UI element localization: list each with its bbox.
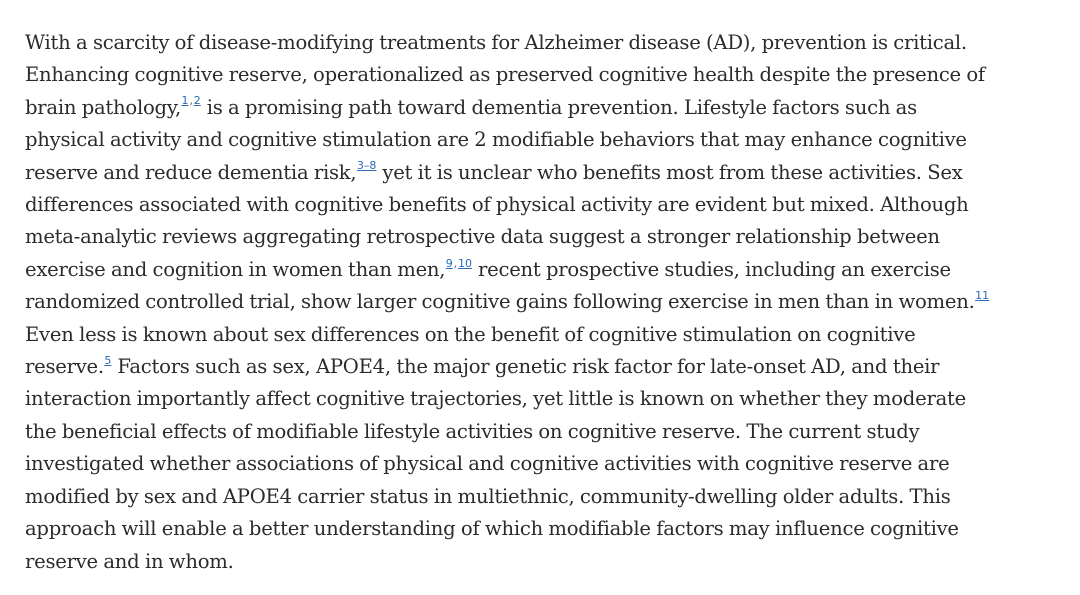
text-line-14: investigated whether associations of physical and cognitive activities with cognitive reserve are [25,452,950,476]
citation-separator: , [189,94,193,108]
article-paragraph [25,27,1065,578]
text-segment: Factors such as sex, APOE4, the major genetic risk factor for late-onset AD, and their [111,355,940,379]
text-line-2: Enhancing cognitive reserve, operationalized as preserved cognitive health despite the presence of [25,63,985,87]
text-line-7: meta-analytic reviews aggregating retrospective data suggest a stronger relationship between [25,225,940,249]
text-line-1: With a scarcity of disease-modifying treatments for Alzheimer disease (AD), prevention is critical. [25,31,967,54]
text-line-16: approach will enable a better understanding of which modifiable factors may influence cognitive [25,517,959,541]
text-line-13: the beneficial effects of modifiable lifestyle activities on cognitive reserve. The current study [25,419,920,443]
citation-link-10[interactable]: 10 [458,256,473,270]
text-line-5 [25,157,1065,189]
text-segment: recent prospective studies, including an exercise [472,257,951,281]
text-segment: reserve. [25,355,104,379]
text-line-15: modified by sex and APOE4 carrier status in multiethnic, community-dwelling older adults. This [25,484,951,508]
text-line-3 [25,92,1065,124]
citation-link-2[interactable]: 2 [193,94,201,108]
citation-link-9[interactable]: 9 [445,256,453,270]
text-segment: reserve and reduce dementia risk, [25,160,357,184]
text-line-6: differences associated with cognitive benefits of physical activity are evident but mixed. Although [25,193,969,217]
text-line-10: Even less is known about sex differences on the benefit of cognitive stimulation on cognitive [25,322,916,346]
text-segment: is a promising path toward dementia prevention. Lifestyle factors such as [201,95,917,119]
text-segment: exercise and cognition in women than men, [25,257,446,281]
text-line-17: reserve and in whom. [25,549,234,573]
text-line-11 [25,351,1065,383]
text-line-9 [25,286,1065,318]
text-line-4: physical activity and cognitive stimulation are 2 modifiable behaviors that may enhance cognitive [25,128,967,152]
citation-link-11[interactable]: 11 [975,288,990,302]
citation-link-5[interactable]: 5 [104,353,112,367]
text-segment: randomized controlled trial, show larger cognitive gains following exercise in men than in women. [25,290,975,314]
citation-link-1[interactable]: 1 [181,94,189,108]
citation-separator: , [453,256,458,270]
text-line-12: interaction importantly affect cognitive trajectories, yet little is known on whether they moderate [25,387,966,411]
citation-link-3-8[interactable]: 3–8 [356,159,377,173]
text-segment: brain pathology, [25,95,182,119]
text-line-8 [25,254,1065,286]
text-segment: yet it is unclear who benefits most from these activities. Sex [376,160,963,184]
